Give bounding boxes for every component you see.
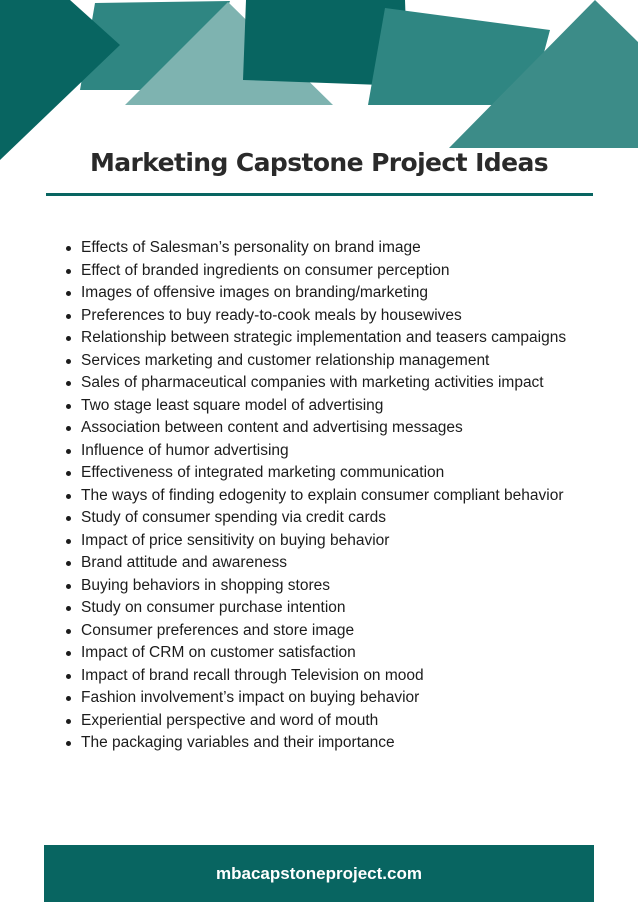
idea-item: Effect of branded ingredients on consumer perception (81, 260, 601, 283)
idea-item: Association between content and advertising messages (81, 417, 601, 440)
idea-item: Impact of brand recall through Television on mood (81, 665, 601, 688)
idea-item: The packaging variables and their importance (81, 732, 601, 755)
idea-item: Fashion involvement’s impact on buying behavior (81, 687, 601, 710)
idea-item: Impact of CRM on customer satisfaction (81, 642, 601, 665)
idea-item: Preferences to buy ready-to-cook meals by housewives (81, 305, 601, 328)
idea-item: Consumer preferences and store image (81, 620, 601, 643)
idea-item: Two stage least square model of advertising (81, 395, 601, 418)
idea-item: Study on consumer purchase intention (81, 597, 601, 620)
idea-item: Effects of Salesman’s personality on brand image (81, 237, 601, 260)
idea-item: Buying behaviors in shopping stores (81, 575, 601, 598)
idea-item: Sales of pharmaceutical companies with marketing activities impact (81, 372, 601, 395)
idea-item: Impact of price sensitivity on buying behavior (81, 530, 601, 553)
header-decoration (0, 0, 638, 160)
footer-url[interactable]: mbacapstoneproject.com (216, 863, 422, 883)
idea-item: Images of offensive images on branding/marketing (81, 282, 601, 305)
idea-item: The ways of finding edogenity to explain consumer compliant behavior (81, 485, 601, 508)
idea-item: Experiential perspective and word of mouth (81, 710, 601, 733)
idea-item: Effectiveness of integrated marketing communication (81, 462, 601, 485)
idea-item: Study of consumer spending via credit cards (81, 507, 601, 530)
footer-banner (44, 845, 594, 902)
idea-item: Influence of humor advertising (81, 440, 601, 463)
idea-item: Services marketing and customer relationship management (81, 350, 601, 373)
idea-item: Brand attitude and awareness (81, 552, 601, 575)
title-divider (46, 193, 593, 196)
idea-item: Relationship between strategic implementation and teasers campaigns (81, 327, 601, 350)
page-title: Marketing Capstone Project Ideas (89, 148, 548, 177)
ideas-list (81, 237, 601, 755)
